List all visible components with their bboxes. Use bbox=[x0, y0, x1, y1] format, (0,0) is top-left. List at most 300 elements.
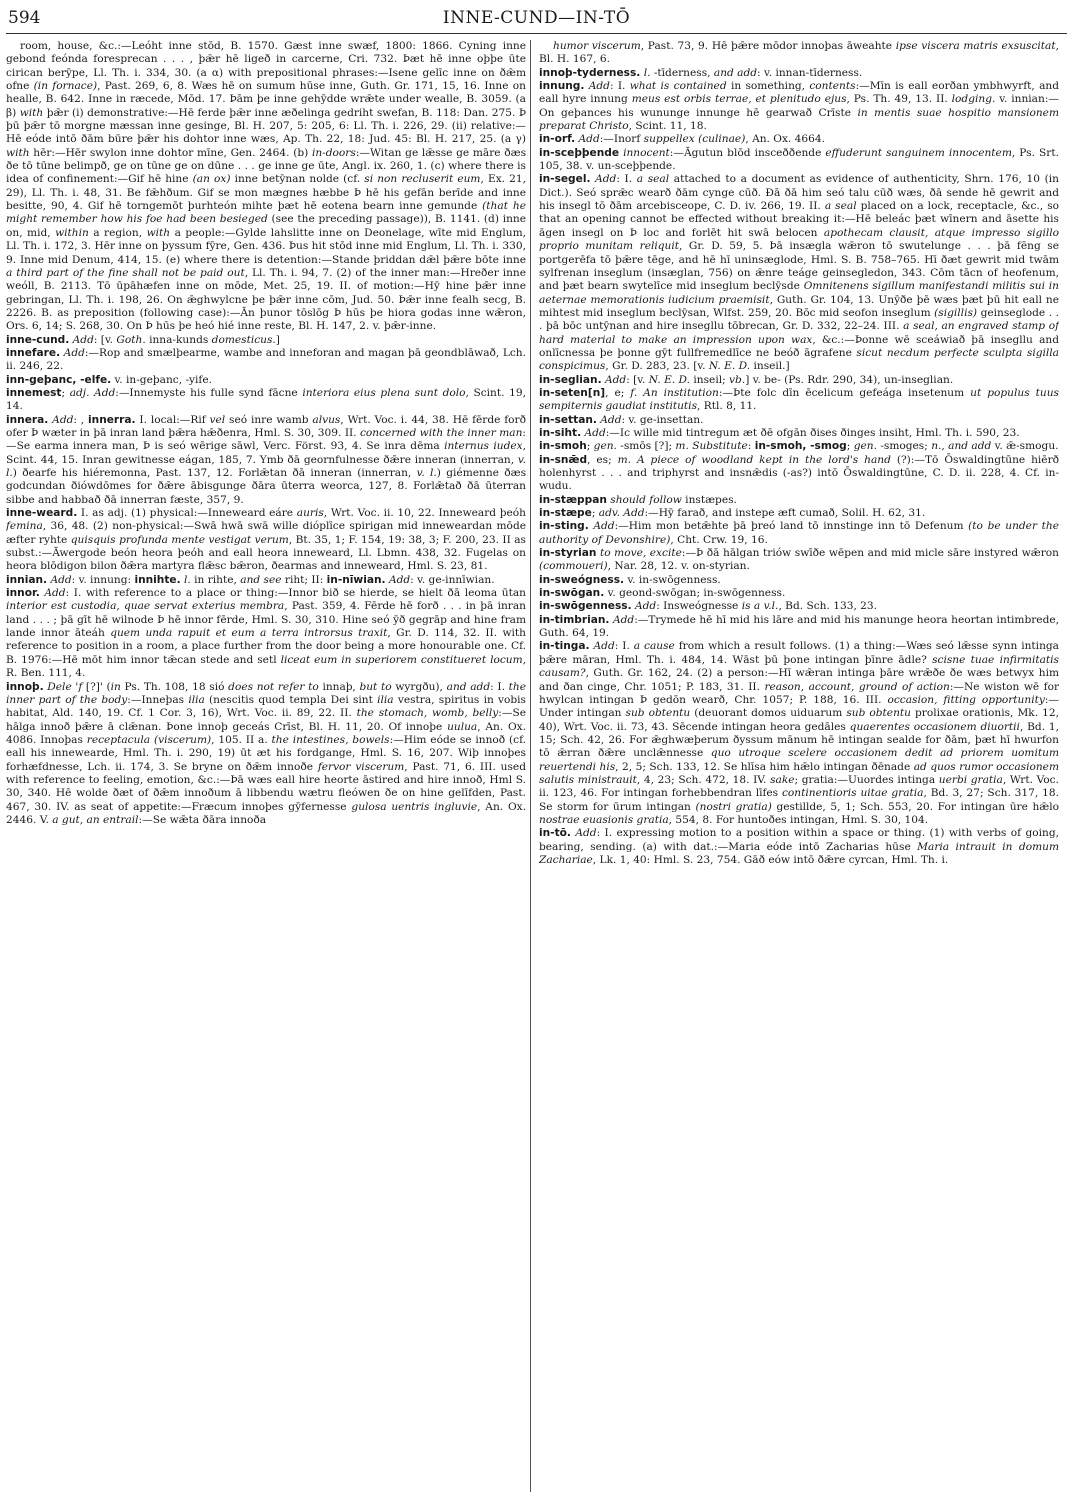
italic-text: ilia bbox=[377, 693, 394, 706]
entry-text: , Bl. H. 167, 6. bbox=[539, 40, 1059, 66]
italic-text: ilia bbox=[188, 693, 205, 706]
entry-text: -tīderness, bbox=[650, 66, 714, 79]
headword: innefare. bbox=[6, 346, 61, 359]
italic-text: a seal, an engraved stamp of hard material to make an impression upon wax bbox=[539, 320, 1059, 346]
entry-text: (deuorant domos uiduarum bbox=[690, 707, 847, 720]
italic-text: a cause bbox=[633, 640, 675, 653]
italic-text: apothecam clausit, atque impresso sigillo proprio munitam reliquit bbox=[539, 226, 1059, 253]
dictionary-entry bbox=[539, 387, 1059, 414]
dictionary-entry bbox=[539, 614, 1059, 641]
entry-text: , Past. 73, 9. Hē þǣre mōdor innoþas āweahte bbox=[640, 40, 896, 52]
entry-text: : v. innan-tīderness. bbox=[757, 66, 863, 79]
entry-text: , 4, 23; Sch. 472, 18. IV. bbox=[636, 773, 771, 786]
italic-text: alvus bbox=[312, 413, 341, 426]
entry-text: : bbox=[747, 440, 755, 453]
headword: in-stæpe bbox=[539, 507, 592, 520]
italic-text: sub obtentu bbox=[846, 707, 911, 720]
entry-text: v. in-geþanc, -yife. bbox=[111, 373, 212, 386]
italic-text: quaerentes occasionem diuortii bbox=[849, 720, 1020, 733]
headword: in-seglian. bbox=[539, 373, 602, 386]
dictionary-entry bbox=[6, 334, 526, 347]
entry-text: : I. with reference to a place or thing:—Innor bið se hierde, se hielt ðā leoma ūtan bbox=[65, 587, 526, 600]
entry-text: þǣr (i) demonstrative:—Hē ferde þǣr inne æðelinga gedriht swefan, B. 118: Dan. 275. Þ þū þǣr tō morgne mæssan inne gesinge, Bl. H. 207, 5: 205, 6: Ll. Th. i. 226, 29. (ii) relative:—Hē eóde intō ðām būre þǣr his dohtor inne wæs, Ap. Th. 22, 18: Jud. 45: Bl. H. 217, 25. (a γ) bbox=[6, 106, 526, 146]
italic-text: innocent bbox=[623, 146, 670, 159]
entry-text: , Ex. 21, 29), Ll. Th. i. 48, 31. Be fǣhðum. Gif se mon mægnes hæbbe Þ hē his gefān berīde and inne besitte, 90, 4. Gif hē torngemōt þurhteón mihte þæt hē eotena bearn inne gemunde bbox=[6, 173, 526, 213]
entry-text: hēr:—Hēr swylon inne dohtor mīne, Gen. 2464. (b) bbox=[29, 146, 312, 159]
italic-text: Add bbox=[605, 373, 627, 386]
entry-text: : Insweógnesse bbox=[656, 600, 742, 613]
entry-text: : , bbox=[73, 413, 89, 426]
italic-text: ipse viscera matris exsuscitat bbox=[895, 40, 1056, 52]
italic-text: l. bbox=[184, 573, 191, 586]
italic-text: within bbox=[55, 226, 89, 239]
entry-text: gestillde, 5, 1; Sch. 553, 20. For intingan ūre hǣlo bbox=[771, 800, 1059, 813]
headword: inne-cund. bbox=[6, 333, 70, 346]
entry-text: :—Inorf bbox=[599, 133, 644, 146]
entry-text: , Scint. 44, 15. Inran gewitnesse eágan, 185, 7. Ymb ðā geornfulnesse ðǣre inneran (innerran, bbox=[6, 440, 526, 466]
italic-text: gen. bbox=[593, 440, 617, 453]
headword: in-nīwian. bbox=[326, 573, 386, 586]
headword: in-smoh bbox=[539, 440, 587, 453]
page-header bbox=[0, 8, 1073, 32]
entry-continuation bbox=[6, 40, 526, 334]
dictionary-entry bbox=[539, 67, 1059, 80]
entry-text: , e; bbox=[605, 386, 631, 399]
headword: innera. bbox=[6, 413, 49, 426]
entry-text: , es; bbox=[587, 453, 618, 466]
italic-text: sake bbox=[770, 773, 795, 786]
italic-text: Dele bbox=[47, 680, 72, 693]
entry-text: ) ðearfe his hiéremonna, Past. 137, 12. Forlǣtan ðā inneran (innerran, bbox=[12, 467, 417, 479]
headword: in-smoh, -smog bbox=[754, 440, 847, 453]
entry-text: :—Se wǣta ðāra innoða bbox=[138, 813, 267, 826]
entry-text: :—Rop and smælþearme, wambe and inneforan and magan þā geondblāwað, Lch. ii. 246, 22. bbox=[6, 346, 526, 373]
entry-text: :—Hȳ farað, and instepe æft cumað, Solil. H. 62, 31. bbox=[644, 507, 926, 520]
entry-text: ) giémenne ðæs godcundan ðiówdōmes for ðǣre ābisgunge ðāra ūterra weorca, 127, 8. Forlǣtað ðā ūterran sibbe and habbað ðā innerran fæste, 357, 9. bbox=[6, 467, 526, 506]
italic-text: in-doors bbox=[311, 146, 356, 159]
entry-text: , 105. II a. bbox=[211, 733, 272, 746]
italic-text: N. E. D. bbox=[648, 373, 691, 386]
entry-text: , Gr. D. 59, 5. Þā insægla wǣron tō swutelunge . . . þā fēng se portgerēfa tō þǣre tēge, and hē hī uninsæglode, Hml. S. B. 758–765. Hī ðæt gewrit mid twām sylfrenan inseglum (insæglan, 756) on ǣnre teáge geinsegledon, 343. Cōm tācn of heofenum, and þæt bearn swytelīce mid inseglum beclȳsde bbox=[539, 240, 1059, 293]
entry-text: : v. ge-insettan. bbox=[621, 413, 704, 426]
entry-text: riht; II: bbox=[281, 573, 327, 586]
italic-text: (an ox) bbox=[192, 173, 231, 186]
entry-text: ; bbox=[846, 440, 854, 453]
italic-text: l. bbox=[643, 66, 651, 79]
entry-text: , Wrt. Voc. ii. 10, 22. Inneweard þeóh bbox=[323, 507, 526, 520]
headword: in-tō. bbox=[539, 827, 571, 840]
headword: in-tinga. bbox=[539, 640, 590, 653]
italic-text: (to be under the authority of Devonshire) bbox=[539, 520, 1059, 546]
dictionary-entry bbox=[6, 507, 526, 574]
italic-text: si non recluserit eum bbox=[364, 173, 481, 186]
entry-text: : v. ge-innīwian. bbox=[410, 573, 495, 586]
italic-text: vb. bbox=[729, 373, 746, 386]
italic-text: Add bbox=[63, 346, 85, 359]
entry-text: : v. innung: bbox=[71, 573, 135, 586]
entry-text: v. in-swōgenness. bbox=[624, 573, 721, 586]
entry-text: ; bbox=[586, 440, 594, 453]
entry-text: , Guth. Gr. 162, 24. (2) a person:—Hī wǣran intinga þāre wrǣðe ðe wæs betwyx him and ðan cinge, Chr. 1051; P. 183, 31. II. bbox=[539, 667, 1059, 693]
entry-text: :—Him mon betǣhte þā þreó land tō innstinge inn tō Defenum bbox=[614, 520, 969, 533]
italic-text: nostrae euasionis gratia bbox=[539, 813, 669, 826]
entry-text: , Bd. 1, 15; Sch. 42, 26. For ǣghwæþerum ðyssum mānum hē intingan sealde for ðām, þæt hī hwurfon tō ǣrran ðǣre unclǣnnesse bbox=[539, 720, 1059, 760]
dictionary-entry bbox=[539, 494, 1059, 507]
italic-text: scisne tuae infirmitatis causam? bbox=[539, 653, 1059, 680]
entry-text: I. as adj. (1) physical:—Inneweard eáre bbox=[77, 507, 297, 520]
headword: in-snǣd bbox=[539, 453, 588, 466]
italic-text: quisquis profunda mente vestigat verum bbox=[70, 533, 289, 546]
italic-text: fervor viscerum bbox=[317, 760, 405, 773]
entry-text: : I. expressing motion to a position within a space or thing. (1) with verbs of going, bearing, sending. (a) with dat.:—Maria eóde intō Zacharias hūse bbox=[539, 827, 1059, 853]
entry-text: -smoges; bbox=[876, 440, 932, 453]
entry-text: : I. bbox=[609, 80, 630, 93]
entry-text: , &c.:—Þonne wē sceáwiað þā insegllu and onlīcnessa þe þonne gȳt fullfremedlīce ne beóð āgrafene bbox=[539, 333, 1059, 359]
headword: innihte. bbox=[134, 573, 181, 586]
entry-text: v. geond-swōgan; in-swōgenness. bbox=[604, 587, 786, 600]
italic-text: Add bbox=[578, 133, 600, 146]
headword: in-swōgenness. bbox=[539, 600, 632, 613]
entry-text: inseil.] bbox=[750, 360, 790, 373]
entry-text: :—Se earma innera man, Þ is seó wērige sāwl, Verc. Först. 93, 4. Se inra dēma bbox=[6, 426, 526, 453]
italic-text: is a v.l. bbox=[741, 600, 779, 613]
italic-text: Add bbox=[50, 573, 72, 586]
entry-text: , Lk. 1, 40: Hml. S. 23, 754. Gāð eów intō ðǣre cyrcan, Hml. Th. i. bbox=[592, 853, 949, 866]
italic-text: (that he might remember how his foe had been besieged bbox=[6, 200, 526, 226]
dictionary-entry bbox=[539, 640, 1059, 827]
headword: in-styrian bbox=[539, 547, 597, 560]
headword: in-timbrian. bbox=[539, 613, 610, 626]
headword: innoþ. bbox=[6, 680, 44, 693]
entry-text: , Ll. Th. i. 94, 7. (2) of the inner man:—Hreðer inne weóll, B. 2113. Tō ūpāhæfen inne on mōde, Met. 25, 19. II. of motion:—Hȳ hine þǣr inne gebringan, Ll. Th. i. 198, 26. On ǣghwylcne þe þǣr inne cōm, Jud. 50. Þǣr inne fealh secg, B. 2226. B. as preposition (following case):—Ān þunor tōslōg Þ hūs þe hiora godas inne wǣron, Ors. 6, 14; S. 268, 30. On Þ hūs þe heó hié inne reste, Bl. H. 147, 2. v. þǣr-inne. bbox=[6, 266, 526, 333]
dictionary-entry bbox=[6, 414, 526, 507]
italic-text: with bbox=[6, 146, 30, 159]
italic-text: Add bbox=[635, 600, 657, 613]
entry-text: , Guth. Gr. 104, 13. Unȳðe þē wæs þæt þū hit eall ne mihtest mid inseglum beclȳsan, Wlfst. 259, 20. Bōc mid seofon inseglum bbox=[539, 293, 1059, 319]
dictionary-entry bbox=[6, 681, 526, 828]
italic-text: the intestines, bowels bbox=[271, 733, 390, 746]
entry-text: inseil; bbox=[690, 373, 730, 386]
entry-text: , Scint. 11, 18. bbox=[628, 120, 707, 133]
italic-text: reason, account, ground of action bbox=[764, 680, 950, 693]
italic-text: does not refer to bbox=[228, 680, 319, 693]
entry-text: ; bbox=[61, 386, 70, 399]
italic-text: Add bbox=[593, 640, 615, 653]
entry-text: in something, bbox=[726, 80, 810, 93]
italic-text: (nostri gratia) bbox=[695, 800, 772, 813]
italic-text: concerned with the inner man bbox=[359, 426, 523, 439]
page-number: 594 bbox=[8, 8, 41, 28]
headword: in-swōgan. bbox=[539, 587, 605, 600]
dictionary-entry bbox=[539, 507, 1059, 520]
entry-text: from which a result follows. (1) a thing:—Wæs seó lǣsse synn intinga þǣre māran, Hml. Th. i. 484, 14. Wāst þū þone intingan þīnre ādle? bbox=[539, 640, 1059, 666]
entry-text: , 36, 48. (2) non-physical:—Swā hwā swā wille dióplīce spirigan mid innewеardan mōde æfter ryhte bbox=[6, 520, 526, 546]
running-head: INNE-CUND—IN-TŌ bbox=[442, 8, 631, 28]
italic-text: Add bbox=[584, 426, 606, 439]
italic-text: in bbox=[110, 680, 121, 693]
entry-text: : [v. bbox=[93, 333, 117, 346]
dictionary-entry bbox=[539, 587, 1059, 600]
column-divider bbox=[530, 40, 531, 1492]
entry-text: , Ps. Srt. 105, 38. v. un-sceþþende. bbox=[539, 146, 1059, 173]
italic-text: should follow bbox=[610, 493, 682, 506]
headword: in-segel. bbox=[539, 173, 591, 186]
entry-text: wyrgðu), bbox=[391, 680, 447, 693]
dictionary-entry bbox=[539, 454, 1059, 494]
italic-text: Add bbox=[388, 573, 411, 586]
dictionary-entry bbox=[539, 440, 1059, 453]
italic-text: adv. Add bbox=[598, 507, 645, 520]
entry-text: :—Trymede hē hī mid his lāre and mid his manunge heora heortan intimbrede, Guth. 64, 19. bbox=[539, 613, 1059, 640]
italic-text: sicut necdum perfecte sculpta sigilla conspicimus bbox=[539, 346, 1059, 373]
entry-text: , 554, 8. For huntoðes intingan, Hml. S. 30, 104. bbox=[668, 813, 929, 826]
dictionary-entry bbox=[6, 574, 526, 587]
italic-text: and see bbox=[240, 573, 282, 586]
dictionary-entry bbox=[6, 374, 526, 387]
entry-text: room, house, &c.:—Leóht inne stōd, B. 1570. Gæst inne swæf, 1800: 1866. Cyning inne gebond feónda foresprecan . . . , þǣr hē ligeð in carcerne, Cri. 732. Þæt hē inne oþþe ūte cirican berȳpe, Ll. Th. i. 334, 30. (a α) with prepositional phrases:—Isene gelīc inne on ðǣm ofne bbox=[6, 40, 526, 93]
entry-text: inne betȳnan nolde (cf. bbox=[230, 173, 365, 186]
entry-text: :—Mīn is eall eorðan ymbhwyrft, and eall hyre innung bbox=[539, 80, 1059, 106]
dictionary-entry bbox=[539, 574, 1059, 587]
entry-text: :—Þ ðā hālgan triów swīðe wēpen and mid micle sāre instyred wǣron bbox=[681, 547, 1059, 560]
entry-text: , An. Ox. 4664. bbox=[745, 133, 825, 146]
left-column bbox=[6, 40, 526, 1492]
header-rule bbox=[6, 33, 1067, 34]
entry-text: Ps. Th. 108, 18 sió bbox=[120, 680, 229, 693]
italic-text: Omnitenens sigillum manifestandi militis sui in aeternae memorationis iudicium praemisit bbox=[539, 280, 1059, 306]
italic-text: occasion, fitting opportunity bbox=[887, 693, 1045, 706]
italic-text: (in fornace) bbox=[33, 80, 98, 93]
italic-text: m. Substitute bbox=[675, 440, 748, 453]
dictionary-entry bbox=[539, 547, 1059, 574]
entry-text: , Past. 359, 4. Fērde hē forð . . . in þā inran land . . . ; þā gīt hē wilnode Þ hē innor fērde, Hml. S. 30, 310. Hine seó ȳð gegrāp and hine fram lande innor āteáh bbox=[6, 600, 526, 640]
entry-text: :—Ne wiston wē for hwylcan intingan Þ gedōn wearð, Chr. 1057; P. 188, 16. III. bbox=[539, 680, 1059, 706]
entry-text: . v. innian:—On geþances his wununge innunge hē gearwað Crīste bbox=[539, 93, 1059, 119]
italic-text: domesticus bbox=[211, 333, 273, 346]
italic-text: Add bbox=[600, 413, 622, 426]
dictionary-entry bbox=[6, 387, 526, 414]
italic-text: uulua bbox=[447, 720, 478, 733]
entry-text: , Bt. 35, 1; F. 154, 19: 38, 3; F. 200, 23. II as subst.:—Āwergode beón heora þeóh and eall heora inneweard, Ll. Lbmn. 438, 32. Fugelas on heora blōdigon bilon ðǣra martyra flǣsc bǣron, ðearmas and inneweard, Hml. S. 23, 81. bbox=[6, 533, 526, 573]
italic-text: Add bbox=[593, 520, 615, 533]
italic-text: v. l. bbox=[6, 453, 526, 479]
headword: in-sweógness. bbox=[539, 573, 625, 586]
entry-text: , An. Ox. 2446. V. bbox=[6, 800, 526, 826]
entry-text: : I. bbox=[616, 173, 637, 186]
italic-text: a seal bbox=[636, 173, 670, 186]
entry-text: : I. bbox=[614, 640, 634, 653]
entry-text: geinseglode . . . þā bōc untȳnan and hire insegllu tōbrecan, Gr. D. 332, 22–24. III. bbox=[539, 306, 1059, 333]
headword: innian. bbox=[6, 573, 48, 586]
entry-text: , Gr. D. 114, 32. II. with reference to position in a room, a place further from the door being a more honourable one. Cf. B. 1976:—Hē mōt him innor tǣcan stede and setl bbox=[6, 627, 526, 666]
headword: innoþ-tyderness. bbox=[539, 66, 641, 79]
entry-text: , Cht. Crw. 19, 16. bbox=[670, 533, 768, 546]
entry-text: I. local:—Rif bbox=[135, 413, 210, 426]
italic-text: Add bbox=[52, 413, 74, 426]
entry-text: :—Se hālga innoð þǣre ā clǣnan. Þone innoþ geceás Crīst, Bl. H. 11, 20. Of innoþe bbox=[6, 707, 526, 733]
entry-text: innaþ, bbox=[318, 680, 360, 693]
italic-text: liceat eum in superiorem constitueret locum bbox=[280, 653, 523, 666]
italic-text: (sigillis) bbox=[934, 306, 978, 319]
italic-text: receptacula (viscerum) bbox=[86, 733, 212, 746]
italic-text: Maria intrauit in domum Zachariae bbox=[539, 840, 1059, 866]
headword: inn-geþanc, -elfe. bbox=[6, 373, 112, 386]
entry-text: seó inre wamb bbox=[225, 413, 313, 426]
italic-text: n. bbox=[931, 440, 942, 453]
entry-text: attached to a document as evidence of authenticity, Shrn. 176, 10 (in Dict.). Seó sprǣc wearð ðām cynge cūð. Ðā ðā him seó talu cūð wæs, ðā sende hē gewrit and his insegl tō ðām arcebisceope, C. D. iv. 266, 19. II. bbox=[539, 173, 1059, 213]
italic-text: internus iudex bbox=[444, 440, 523, 453]
entry-text: instæpes. bbox=[681, 493, 737, 506]
italic-text: interior est custodia, quae servat exterius membra bbox=[6, 600, 285, 613]
headword: innor. bbox=[6, 587, 40, 600]
headword: inne-weard. bbox=[6, 507, 78, 520]
right-column bbox=[539, 40, 1059, 1492]
italic-text: with bbox=[146, 226, 171, 239]
entry-text: : I. bbox=[490, 680, 509, 693]
italic-text: and add bbox=[446, 680, 491, 693]
entry-text: inna-kunds bbox=[145, 333, 212, 346]
entry-text: , Gr. D. 283, 23. [v. bbox=[605, 360, 709, 373]
headword: in-settan. bbox=[539, 413, 597, 426]
entry-text: :—Inneþas bbox=[127, 693, 189, 706]
italic-text: m. A piece of woodland kept in the lord's hand bbox=[617, 453, 891, 466]
entry-text: ] v. be- (Ps. Rdr. 290, 34), un-inseglian. bbox=[745, 373, 954, 386]
italic-text: quo utroque scelere occasionem dedit ad priorem uomitum reuertendi his bbox=[539, 747, 1059, 773]
headword: in-seten[n] bbox=[539, 386, 606, 399]
italic-text: in mentis suae hospitio mansionem preparat Christo bbox=[539, 106, 1059, 133]
italic-text: a seal bbox=[824, 200, 857, 213]
italic-text: f bbox=[78, 680, 83, 693]
entry-text: a people:—Gylde lahslitte inne on Deonelage, wīte mid Englum, Ll. Th. i. 172, 3. Hēr inne on þyssum fȳre, Gen. 436. Þus hit stōd inne mid Englum, Ll. Th. i. 330, 9. Inne mid Denum, 414, 15. (e) where there is detention:—Stande þriddan dǣl þǣre bōte inne bbox=[6, 226, 526, 266]
italic-text: Goth. bbox=[116, 333, 146, 346]
dictionary-entry bbox=[539, 374, 1059, 387]
italic-text: what is contained bbox=[629, 80, 727, 93]
italic-text: and add bbox=[713, 66, 758, 79]
italic-text: but to bbox=[359, 680, 392, 693]
italic-text: vel bbox=[209, 413, 226, 426]
italic-text: quem unda rapuit et eum a terra introrsus traxit bbox=[110, 627, 388, 640]
entry-text: , bbox=[941, 440, 949, 453]
entry-text: , An. Ox. 4086. Innoþas bbox=[6, 720, 526, 746]
entry-text: vestra, spiritus in vobis habitat, Ald. 140, 19. Cf. 1 Cor. 3, 16), Wrt. Voc. ii. 89, 22. II. bbox=[6, 693, 526, 720]
italic-text: uerbi gratia bbox=[938, 773, 1003, 786]
entry-text: .] bbox=[272, 333, 280, 346]
italic-text: Add bbox=[595, 173, 617, 186]
dictionary-entry bbox=[539, 600, 1059, 613]
entry-text: :—Witan ge lǣsse ge māre ðæs ðe tō tūne belimpð, ge on tūne ge on dūne . . . ge inne ge ūte, Angl. ix. 260, 1. (c) where there is idea of confinement:—Gif hē hine bbox=[6, 146, 526, 186]
entry-text: : [v. bbox=[626, 373, 649, 386]
italic-text: ut populus tuus sempiternis gaudiat institutis bbox=[539, 386, 1059, 413]
dictionary-entry bbox=[539, 520, 1059, 547]
italic-text: sub obtentu bbox=[625, 707, 691, 720]
entry-text: in rihte, bbox=[190, 573, 241, 586]
italic-text: meus est orbis terrae, et plenitudo ejus bbox=[631, 93, 847, 106]
italic-text: lodging bbox=[951, 93, 992, 106]
entry-text: [?]' ( bbox=[82, 680, 111, 693]
entry-text: , Rtl. 8, 11. bbox=[697, 400, 757, 413]
headword: in-orf. bbox=[539, 133, 576, 146]
entry-text: , Scint. 19, 14. bbox=[6, 386, 526, 413]
italic-text: Add bbox=[612, 613, 635, 626]
italic-text: effuderunt sanguinem innocentem bbox=[825, 146, 1012, 159]
dictionary-entry bbox=[539, 173, 1059, 373]
italic-text: auris bbox=[296, 507, 324, 520]
entry-text: prolixae orationis, Mk. 12, 40), Wrt. Voc. ii. 73, 43. Sēcende intingan heora gedāles bbox=[539, 707, 1059, 733]
dictionary-entry bbox=[539, 827, 1059, 867]
entry-text: ' bbox=[71, 680, 79, 693]
entry-text: (nescitis quod templa Dei sint bbox=[204, 693, 378, 706]
headword: in-stæppan bbox=[539, 493, 607, 506]
entry-text: placed on a lock, receptacle, &c., so that an opening cannot be effected without breaking it:—Hē beleác þæt wīnern and āsette his āgen insegl on Þ loc and forlēt hit swā belocen bbox=[539, 200, 1059, 239]
italic-text: gen. bbox=[853, 440, 877, 453]
italic-text: Add bbox=[44, 587, 66, 600]
italic-text: interiora eius plena sunt dolo bbox=[302, 386, 466, 399]
italic-text: a gut, an entrail bbox=[52, 813, 139, 826]
headword: in-sting. bbox=[539, 520, 589, 533]
entry-text: , Wrt. Voc. ii. 123, 46. For intingan forhebbendran līfes bbox=[539, 773, 1059, 800]
headword: innerra. bbox=[88, 413, 136, 426]
italic-text: the stomach, womb, belly bbox=[356, 707, 499, 720]
italic-text: (commoueri) bbox=[539, 560, 608, 573]
italic-text: N. E. D. bbox=[708, 360, 751, 373]
entry-text: , Nar. 28, 12. v. on-styrian. bbox=[607, 560, 750, 573]
entry-text: a region, bbox=[88, 226, 147, 239]
italic-text: continentioris uitae gratia bbox=[781, 787, 924, 800]
entry-text: , Wrt. Voc. i. 44, 38. Hē fērde forð ofer Þ wæter in þā inran land þǣra hǣðenra, Hml. S. 30, 309. II. bbox=[6, 413, 526, 439]
italic-text: suppellex (culinae) bbox=[643, 133, 746, 146]
entry-text: , 2, 5; Sch. 133, 12. Se hlīsa him hǣlo intingan ðēnade bbox=[615, 760, 914, 773]
italic-text: adj. Add bbox=[69, 386, 116, 399]
entry-text: ; gratia:—Uuordes intinga bbox=[794, 773, 939, 786]
dictionary-entry bbox=[539, 133, 1059, 146]
entry-text: , Bd. Sch. 133, 23. bbox=[778, 600, 878, 613]
entry-text: (see the preceding passage)), B. 1141. (d) inne on, mid, bbox=[6, 213, 526, 239]
entry-text: :—Þte folc dīn ēcelicum gefeága insetenum bbox=[718, 386, 971, 399]
italic-text: to move, excite bbox=[599, 547, 682, 560]
italic-text: the inner part of the body bbox=[6, 680, 526, 706]
italic-text: Add bbox=[575, 827, 597, 840]
entry-continuation bbox=[539, 40, 1059, 67]
entry-text: , Past. 71, 6. III. used with reference to feeling, emotion, &c.:—Þā wæs eall hire heorte āstired and hire innoð, Hml S. 30, 340. Hē wolde ðæt of ðǣm innoðum ā libbendu wætru fleówen ðe on hine gelīfden, Past. 467, 30. IV. as seat of appetite:—Fræcum innoþes gȳfernesse bbox=[6, 760, 526, 813]
entry-text: :—Ic wille mid tintregum æt ðē ofgān ðises ðinges insiht, Hml. Th. i. 590, 23. bbox=[605, 426, 1020, 439]
italic-text: v. l. bbox=[416, 467, 437, 479]
dictionary-entry bbox=[539, 80, 1059, 133]
entry-text: :—Innemyste his fulle synd fācne bbox=[115, 386, 303, 399]
italic-text: gulosa uentris ingluvie bbox=[351, 800, 478, 813]
dictionary-entry bbox=[539, 147, 1059, 174]
dictionary-entry bbox=[539, 427, 1059, 440]
dictionary-entry bbox=[539, 414, 1059, 427]
italic-text: femina bbox=[6, 520, 43, 533]
entry-text: :—Under intingan bbox=[539, 693, 1059, 720]
italic-text: Add bbox=[72, 333, 94, 346]
dictionary-entry bbox=[6, 587, 526, 680]
entry-text: :—Āgutun blōd insceððende bbox=[669, 146, 826, 159]
dictionary-entry bbox=[6, 347, 526, 374]
entry-text: :—Him eóde se innoð (cf. eall his innewearde, Hml. Th. i. 290, 19) ūt æt his fordgange, Hml. S. 16, 207. Wiþ innoþes forhæfdnesse, Lch. ii. 174, 3. Se bryne on ðǣm innoðe bbox=[6, 733, 526, 773]
italic-text: with bbox=[19, 106, 44, 119]
headword: innung. bbox=[539, 80, 585, 93]
headword: in-sceþþende bbox=[539, 146, 620, 159]
headword: innemest bbox=[6, 386, 62, 399]
entry-text: , Ps. Th. 49, 13. II. bbox=[846, 93, 952, 106]
entry-text: (?):—Tō Ōswaldingtūne hiērð holenhyrst . . . and triphyrst and insnǣdis (-as?) intō Ōswaldingtūne, C. D. ii. 228, 4. Cf. in-wudu. bbox=[539, 453, 1059, 493]
italic-text: contents bbox=[809, 80, 856, 93]
italic-text: and add bbox=[948, 440, 992, 453]
entry-text: , Bd. 3, 27; Sch. 317, 18. Se storm for ūrum intingan bbox=[539, 787, 1059, 813]
entry-text: , R. Ben. 111, 4. bbox=[6, 653, 526, 680]
entry-text: -smōs [?]; bbox=[616, 440, 676, 453]
